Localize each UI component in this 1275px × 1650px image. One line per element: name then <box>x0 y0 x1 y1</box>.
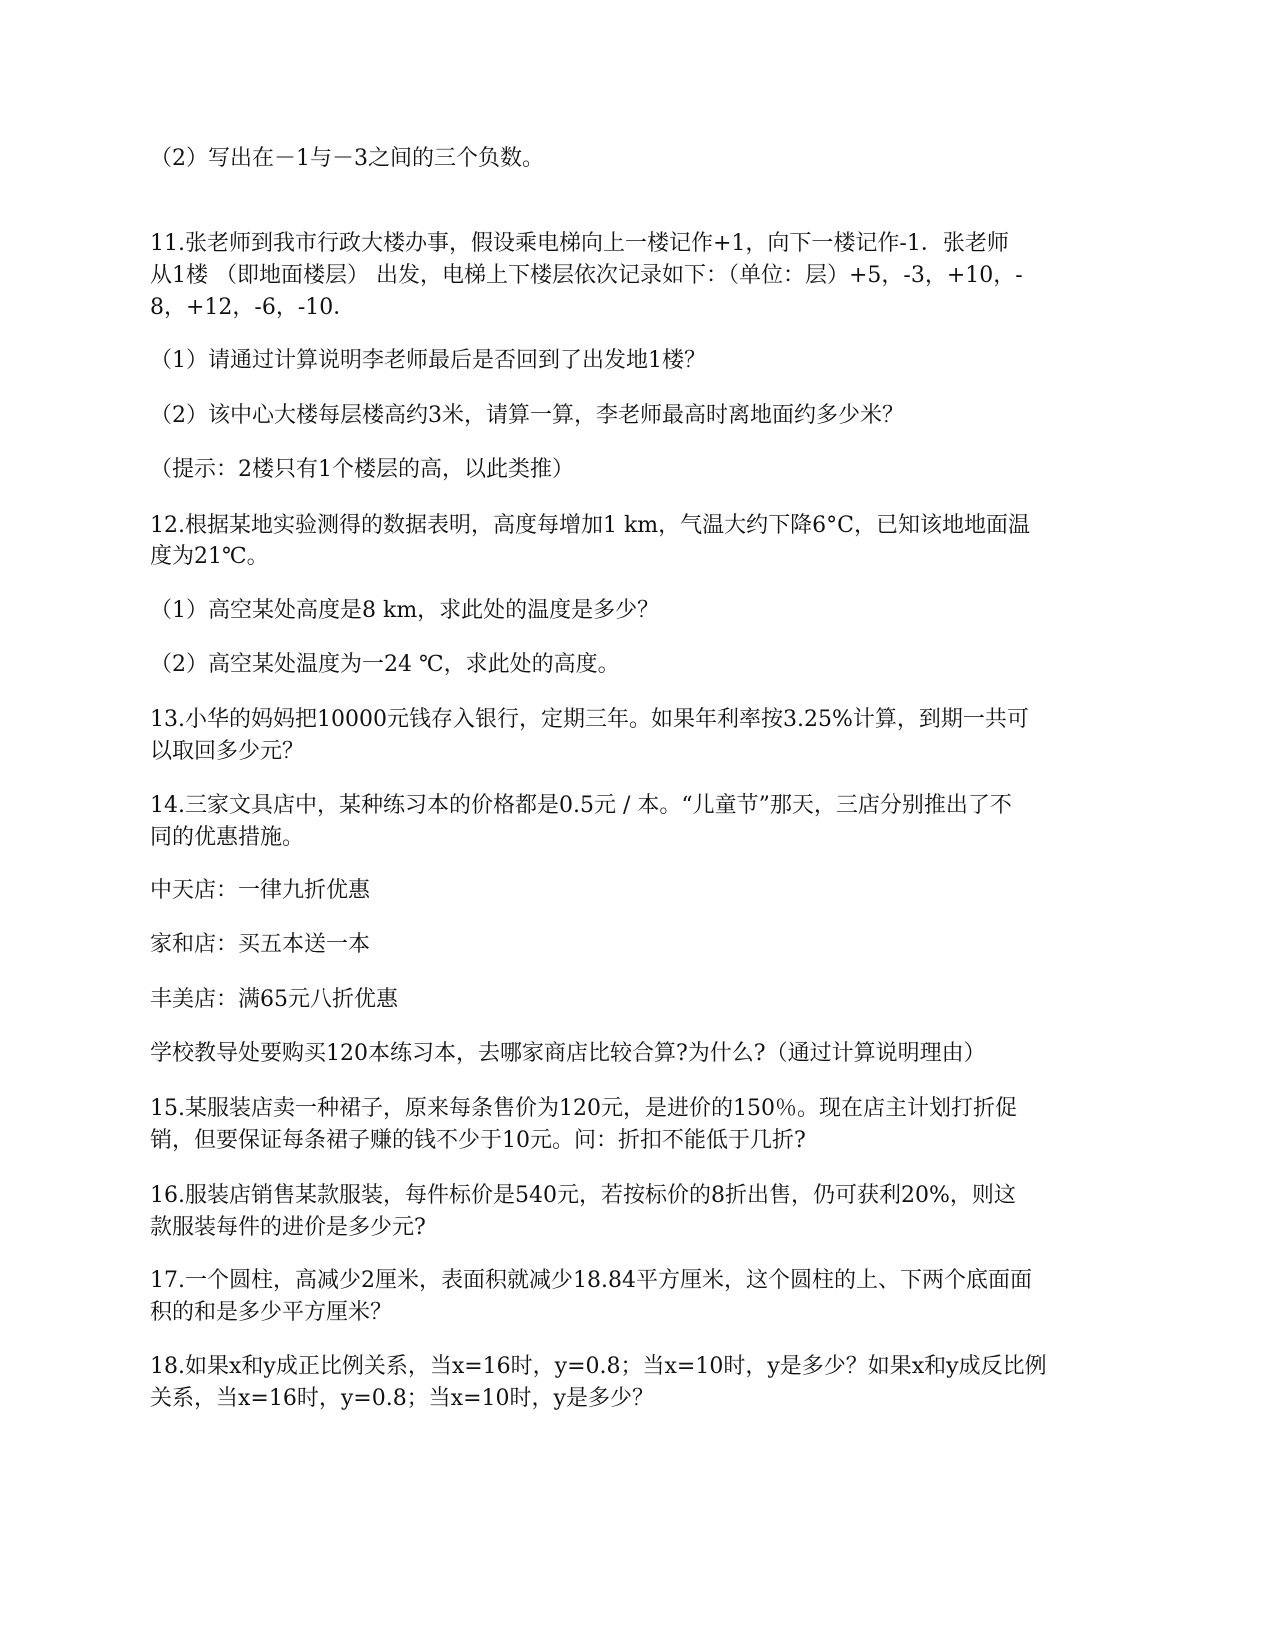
q13-line1: 13.小华的妈妈把10000元钱存入银行，定期三年。如果年利率按3.25%计算，到期一共可 <box>150 707 1029 732</box>
q11-line3: 8，+12，-6，-10． <box>150 295 356 320</box>
q11-line1: 11.张老师到我市行政大楼办事，假设乘电梯向上一楼记作+1，向下一楼记作-1．张老师 <box>150 231 1009 256</box>
q12-line1: 12.根据某地实验测得的数据表明，高度每增加1 km，气温大约下降6°C，已知该地地面温 <box>150 513 1031 538</box>
q18-line2: 关系，当x=16时，y=0.8；当x=10时，y是多少？ <box>150 1386 654 1411</box>
q14-line2: 同的优惠措施。 <box>150 825 305 850</box>
q14-line1: 14.三家文具店中，某种练习本的价格都是0.5元 / 本。“儿童节”那天，三店分别推出了不 <box>150 793 1012 818</box>
q11-part1: （1）请通过计算说明李老师最后是否回到了出发地1楼？ <box>150 348 706 373</box>
q11-part2: （2）该中心大楼每层楼高约3米，请算一算，李老师最高时离地面约多少米？ <box>150 403 904 428</box>
q15-line1: 15.某服装店卖一种裙子，原来每条售价为120元，是进价的150％。现在店主计划打折促 <box>150 1096 1017 1121</box>
q12-line2: 度为21℃。 <box>150 544 269 569</box>
q17-line2: 积的和是多少平方厘米？ <box>150 1300 393 1325</box>
q12-part2: （2）高空某处温度为一24 ℃，求此处的高度。 <box>150 652 620 677</box>
q17-line1: 17.一个圆柱，高减少2厘米，表面积就减少18.84平方厘米，这个圆柱的上、下两个底面面 <box>150 1268 1032 1293</box>
q14-store2: 家和店：买五本送一本 <box>150 932 371 957</box>
q10-part2: （2）写出在－1与－3之间的三个负数。 <box>150 146 544 171</box>
q14-store1: 中天店：一律九折优惠 <box>150 878 371 903</box>
q11-line2: 从1楼 （即地面楼层） 出发，电梯上下楼层依次记录如下：（单位：层）+5，-3，+10，- <box>150 263 1023 288</box>
q14-store3: 丰美店：满65元八折优惠 <box>150 987 398 1012</box>
q14-question: 学校教导处要购买120本练习本，去哪家商店比较合算?为什么?（通过计算说明理由） <box>150 1041 986 1066</box>
q13-line2: 以取回多少元？ <box>150 739 305 764</box>
q12-part1: （1）高空某处高度是8 km，求此处的温度是多少？ <box>150 598 660 623</box>
q18-line1: 18.如果x和y成正比例关系，当x=16时，y=0.8；当x=10时，y是多少？如果x和y成反比例 <box>150 1354 1047 1379</box>
q16-line2: 款服装每件的进价是多少元? <box>150 1215 426 1240</box>
q16-line1: 16.服装店销售某款服装，每件标价是540元，若按标价的8折出售，仍可获利20%，则这 <box>150 1183 1016 1208</box>
q15-line2: 销，但要保证每条裙子赚的钱不少于10元。问：折扣不能低于几折? <box>150 1128 806 1153</box>
q11-hint: （提示：2楼只有1个楼层的高，以此类推） <box>150 457 574 482</box>
